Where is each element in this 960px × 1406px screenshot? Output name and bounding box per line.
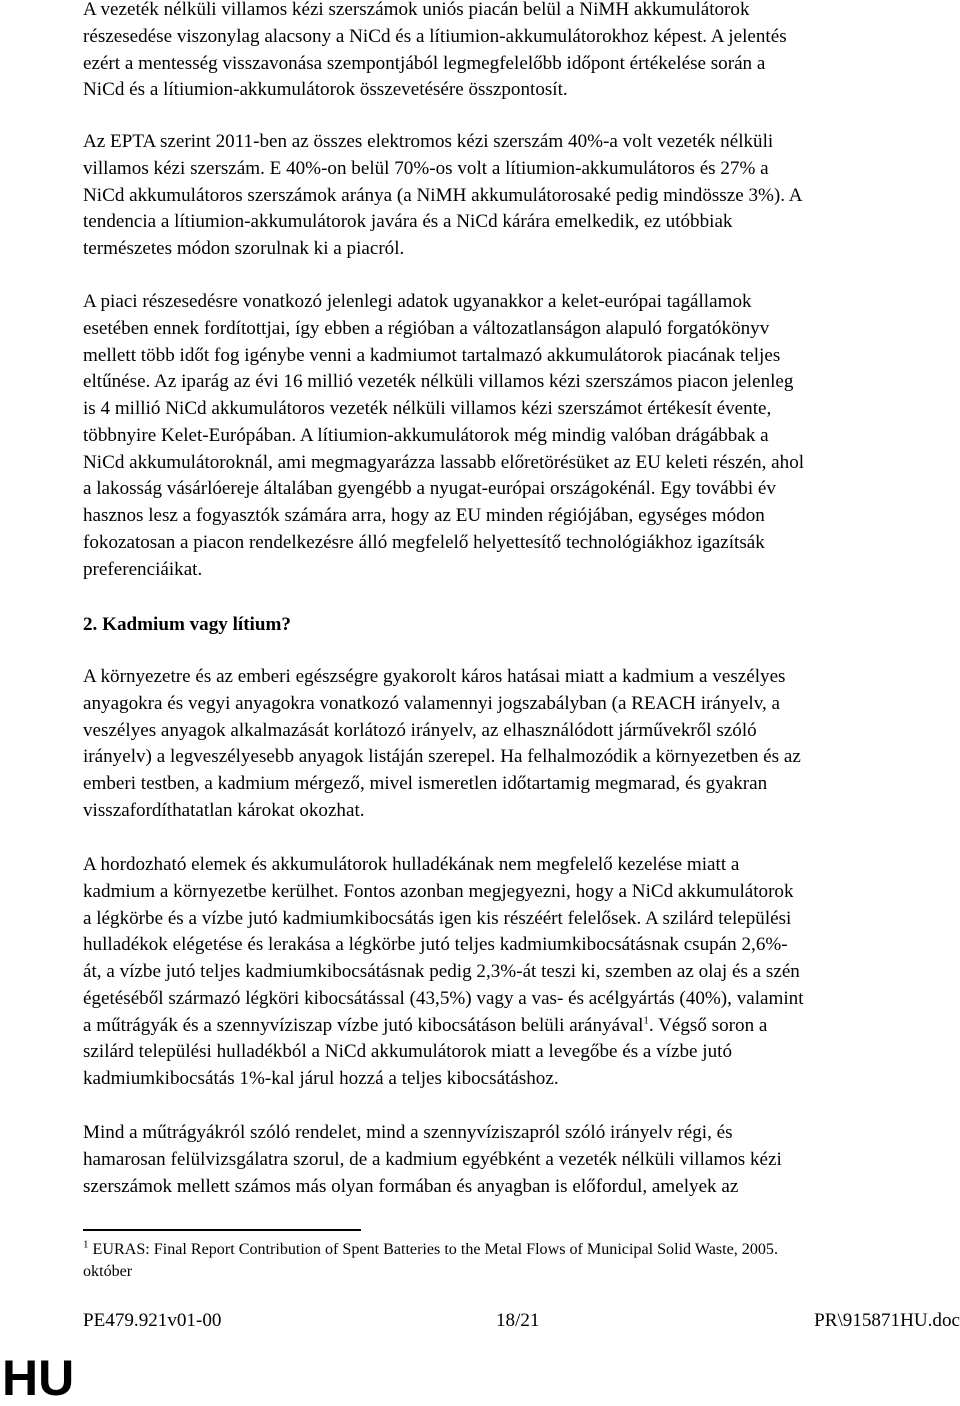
footnote bbox=[83, 1239, 778, 1283]
text-line: tendencia a lítiumion-akkumulátorok javára és a NiCd kárára emelkedik, ez utóbbiak bbox=[83, 211, 733, 233]
text-line: eltűnése. Az iparág az évi 16 millió vezeték nélküli villamos kézi szerszámos piacon jelenleg bbox=[83, 371, 794, 393]
text-line: a műtrágyák és a szennyvíziszap vízbe jutó kibocsátáson belüli arányával$^1$. Végső soron a bbox=[83, 1014, 768, 1036]
text-line: NiCd akkumulátoros szerszámok aránya (a NiMH akkumulátorosaké pedig mindössze 3%). A bbox=[83, 184, 803, 206]
text-line: hulladékok elégetése és lerakása a légkörbe jutó teljes kadmiumkibocsátásnak csupán 2,6%- bbox=[83, 934, 788, 956]
text-line: mellett több időt fog igénybe venni a kadmiumot tartalmazó akkumulátorok piacának teljes bbox=[83, 344, 781, 366]
text-line: természetes módon szorulnak ki a piacról. bbox=[83, 238, 405, 259]
text-line: a lakosság vásárlóereje általában gyengébb a nyugat-európai országokénál. Egy további év bbox=[83, 478, 776, 500]
paragraph-epta-stats bbox=[83, 129, 803, 263]
section-heading: 2. Kadmium vagy lítium? bbox=[83, 614, 291, 635]
text-line: kadmium a környezetbe kerülhet. Fontos azonban megjegyezni, hogy a NiCd akkumulátorok bbox=[83, 880, 794, 902]
text-line: irányelv) a legveszélyesebb anyagok listáján szerepel. Ha felhalmozódik a környezetben és az bbox=[83, 746, 801, 768]
text-line: Az EPTA szerint 2011-ben az összes elektromos kézi szerszám 40%-a volt vezeték nélküli bbox=[83, 131, 774, 152]
text-line: szerszámok mellett számos más olyan formában és anyagban is előfordul, amelyek az bbox=[83, 1175, 739, 1197]
text-line: a légkörbe és a vízbe jutó kadmiumkibocsátás igen kis részéért felelősek. A szilárd települési bbox=[83, 907, 792, 929]
file-name: PR\915871HU.doc bbox=[814, 1310, 960, 1331]
text-line: veszélyes anyagok alkalmazását korlátozó irányelv, az elhasználódott járművekről szóló bbox=[83, 719, 757, 741]
paragraph-eastern-europe bbox=[83, 289, 804, 583]
text-line: át, a vízbe jutó teljes kadmiumkibocsátásnak pedig 2,3%-át teszi ki, szemben az olaj és a szén bbox=[83, 961, 800, 982]
text-line: többnyire Kelet-Európában. A lítiumion-akkumulátorok még mindig valóban drágábbak a bbox=[83, 424, 769, 446]
text-line: preferenciáikat. bbox=[83, 558, 203, 580]
text-line: A környezetre és az emberi egészségre gyakorolt káros hatásai miatt a kadmium a veszélyes bbox=[83, 666, 786, 687]
text-line: kadmiumkibocsátás 1%-kal járul hozzá a teljes kibocsátáshoz. bbox=[83, 1068, 559, 1089]
text-line: esetében ennek fordítottjai, így ebben a régióban a változatlanságon alapuló forgatókönyv bbox=[83, 317, 770, 339]
text-line: emberi testben, a kadmium mérgező, mivel ismeretlen időtartamig megmarad, és gyakran bbox=[83, 773, 768, 794]
text-line: hamarosan felülvizsgálatra szorul, de a kadmium egyébként a vezeték nélküli villamos kézi bbox=[83, 1148, 782, 1170]
text-line: visszafordíthatatlan károkat okozhat. bbox=[83, 799, 365, 821]
paragraph-cadmium-hazards bbox=[83, 664, 801, 825]
text-line: A hordozható elemek és akkumulátorok hulladékának nem megfelelő kezelése miatt a bbox=[83, 854, 740, 875]
page-footer bbox=[83, 1310, 960, 1336]
text-line: villamos kézi szerszám. E 40%-on belül 70%-os volt a lítiumion-akkumulátoros és 27% a bbox=[83, 157, 769, 179]
text-line: anyagokra és vegyi anyagokra vonatkozó valamennyi jogszabályban (a REACH irányelv, a bbox=[83, 692, 781, 714]
text-line: A piaci részesedésre vonatkozó jelenlegi adatok ugyanakkor a kelet-európai tagállamok bbox=[83, 291, 752, 312]
text-line: A vezeték nélküli villamos kézi szerszámok uniós piacán belül a NiMH akkumulátorok bbox=[83, 0, 750, 20]
document-reference: PE479.921v01-00 bbox=[83, 1310, 222, 1331]
text-line: szilárd települési hulladékból a NiCd akkumulátorok miatt a levegőbe és a vízbe jutó bbox=[83, 1041, 733, 1063]
text-line: égetéséből származó légköri kibocsátással (43,5%) vagy a vas- és acélgyártás (40%), valamint bbox=[83, 987, 804, 1009]
text-line: hasznos lesz a fogyasztók számára arra, hogy az EU minden régiójában, egységes módon bbox=[83, 505, 765, 526]
footnote-text: EURAS: Final Report Contribution of Spent Batteries to the Metal Flows of Municipal Solid Waste, 2005. bbox=[88, 1241, 779, 1258]
paragraph-regulations bbox=[83, 1120, 782, 1200]
footnote-number: 1 bbox=[83, 1238, 89, 1251]
text-line: is 4 millió NiCd akkumulátoros vezeték nélküli villamos kézi szerszámot értékesít évente, bbox=[83, 398, 772, 419]
text-line: Mind a műtrágyákról szóló rendelet, mind a szennyvíziszapról szóló irányelv régi, és bbox=[83, 1122, 733, 1143]
text-line: NiCd és a lítiumion-akkumulátorok összevetésére összpontosít. bbox=[83, 79, 568, 101]
language-code: HU bbox=[2, 1350, 75, 1406]
text-line: fokozatosan a piacon rendelkezésre álló megfelelő helyettesítő technológiákhoz igazítsák bbox=[83, 531, 765, 553]
page-number: 18/21 bbox=[496, 1310, 540, 1331]
footnote-reference[interactable]: 1 bbox=[643, 1014, 649, 1027]
text-line: részesedése viszonylag alacsony a NiCd és a lítiumion-akkumulátorokhoz képest. A jelentés bbox=[83, 25, 787, 47]
text-line: ezért a mentesség visszavonása szempontjából legmegfelelőbb időpont értékelése során a bbox=[83, 52, 766, 74]
text-line: NiCd akkumulátoroknál, ami megmagyarázza lassabb előretörésüket az EU keleti részén, ahol bbox=[83, 451, 805, 473]
footnote-text-continued: október bbox=[83, 1263, 133, 1280]
paragraph-market-share bbox=[83, 0, 787, 104]
paragraph-waste-handling bbox=[83, 852, 804, 1093]
footnote-separator bbox=[83, 1229, 361, 1231]
